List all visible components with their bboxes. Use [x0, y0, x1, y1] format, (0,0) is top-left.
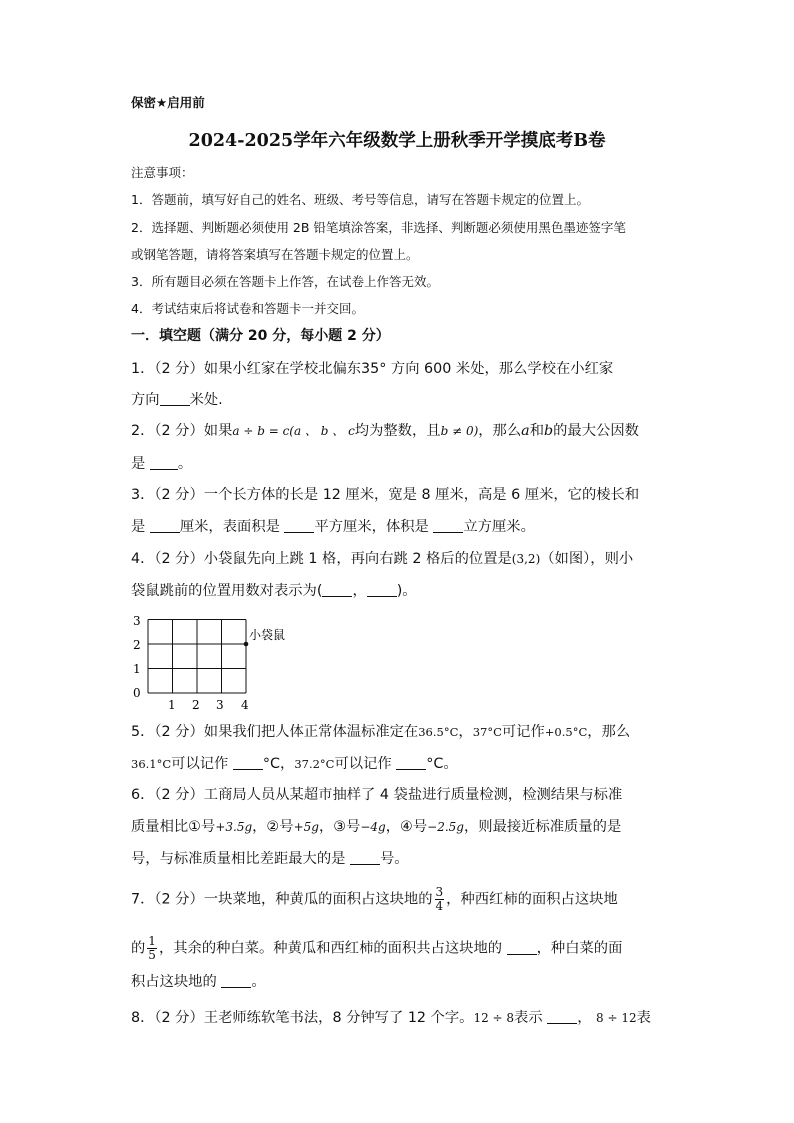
secret-label: 保密★启用前: [131, 95, 205, 110]
answer-blank[interactable]: [547, 1009, 577, 1024]
y-tick: 0: [133, 686, 141, 700]
answer-blank[interactable]: [160, 391, 190, 406]
x-tick: 3: [216, 698, 224, 712]
x-tick: 1: [168, 698, 176, 712]
q3-line2: 是 厘米，表面积是 平方厘米，体积是 立方厘米。: [131, 519, 535, 535]
answer-blank[interactable]: [322, 582, 352, 597]
y-tick: 3: [133, 614, 141, 628]
answer-blank[interactable]: [367, 582, 397, 597]
exam-title: 2024-2025学年六年级数学上册秋季开学摸底考B卷: [188, 131, 606, 151]
q6-line2: 质量相比①号+3.5g，②号+5g，③号−4g，④号−2.5g，则最接近标准质量的是: [131, 819, 622, 835]
q7-line2: 的 $\frac{1}{5}$ ，其余的种白菜。种黄瓜和西红柿的面积共占这块地的 ，种白菜的面: [131, 934, 623, 962]
fraction-3-4: $\frac{3}{4}$: [435, 885, 444, 913]
y-tick: 1: [133, 662, 141, 676]
answer-blank[interactable]: [233, 755, 263, 770]
q6-line1: 6．（2 分）工商局人员从某超市抽样了 4 袋盐进行质量检测，检测结果与标准: [131, 787, 623, 803]
fraction-1-5: $\frac{1}{5}$: [148, 934, 156, 962]
q2-line1: 2．（2 分）如果a ÷ b = c(a 、 b 、 c均为整数，且b ≠ 0)，那么a和b的最大公因数: [131, 423, 639, 439]
kangaroo-point: [244, 642, 249, 647]
note-item-1: 1．答题前，填写好自己的姓名、班级、考号等信息，请写在答题卡规定的位置上。: [131, 192, 589, 207]
q5-line2: 36.1°C可以记作 °C，37.2°C可以记作 °C。: [131, 756, 458, 772]
answer-blank[interactable]: [396, 755, 426, 770]
answer-blank[interactable]: [433, 518, 463, 533]
coordinate-grid: [128, 608, 286, 714]
q1-line2: 方向 米处.: [131, 392, 223, 408]
q2-line2: 是 。: [131, 456, 193, 472]
q5-line1: 5．（2 分）如果我们把人体正常体温标准定在36.5°C，37°C可记作+0.5°C，那么: [131, 724, 631, 740]
note-item-4: 4．考试结束后将试卷和答题卡一并交回。: [131, 301, 364, 316]
note-item-2-cont: 或钢笔答题，请将答案填写在答题卡规定的位置上。: [131, 247, 419, 262]
q1-line1: 1．（2 分）如果小红家在学校北偏东35° 方向 600 米处，那么学校在小红家: [131, 361, 614, 377]
q7-line3: 积占这块地的 。: [131, 974, 266, 990]
answer-blank[interactable]: [507, 940, 537, 955]
q8-line1: 8．（2 分）王老师练软笔书法，8 分钟写了 12 个字。12 ÷ 8表示 ， 8 ÷ 12表: [131, 1010, 651, 1026]
answer-blank[interactable]: [284, 518, 314, 533]
q3-line1: 3．（2 分）一个长方体的长是 12 厘米，宽是 8 厘米，高是 6 厘米，它的棱长和: [131, 487, 640, 503]
answer-blank[interactable]: [221, 973, 251, 988]
q4-line2: 袋鼠跳前的位置用数对表示为( ， )。: [131, 583, 417, 599]
notes-heading: 注意事项：: [131, 165, 194, 180]
q7-line1: 7．（2 分）一块菜地，种黄瓜的面积占这块地的 $\frac{3}{4}$ ，种西红柿的面积占这块地: [131, 885, 618, 913]
kangaroo-label: 小袋鼠: [249, 628, 286, 642]
y-tick: 2: [133, 638, 141, 652]
x-tick: 2: [192, 698, 200, 712]
q6-line3: 号，与标准质量相比差距最大的是 号。: [131, 851, 409, 867]
x-tick: 4: [241, 698, 249, 712]
q4-line1: 4．（2 分）小袋鼠先向上跳 1 格，再向右跳 2 格后的位置是(3,2)（如图），则小: [131, 551, 634, 567]
answer-blank[interactable]: [150, 455, 178, 470]
note-item-2: 2．选择题、判断题必须使用 2B 铅笔填涂答案，非选择、判断题必须使用黑色墨迹签字笔: [131, 220, 626, 235]
section-title: 一．填空题（满分 20 分，每小题 2 分）: [131, 328, 390, 344]
answer-blank[interactable]: [350, 850, 380, 865]
note-item-3: 3．所有题目必须在答题卡上作答，在试卷上作答无效。: [131, 274, 439, 289]
answer-blank[interactable]: [150, 518, 180, 533]
